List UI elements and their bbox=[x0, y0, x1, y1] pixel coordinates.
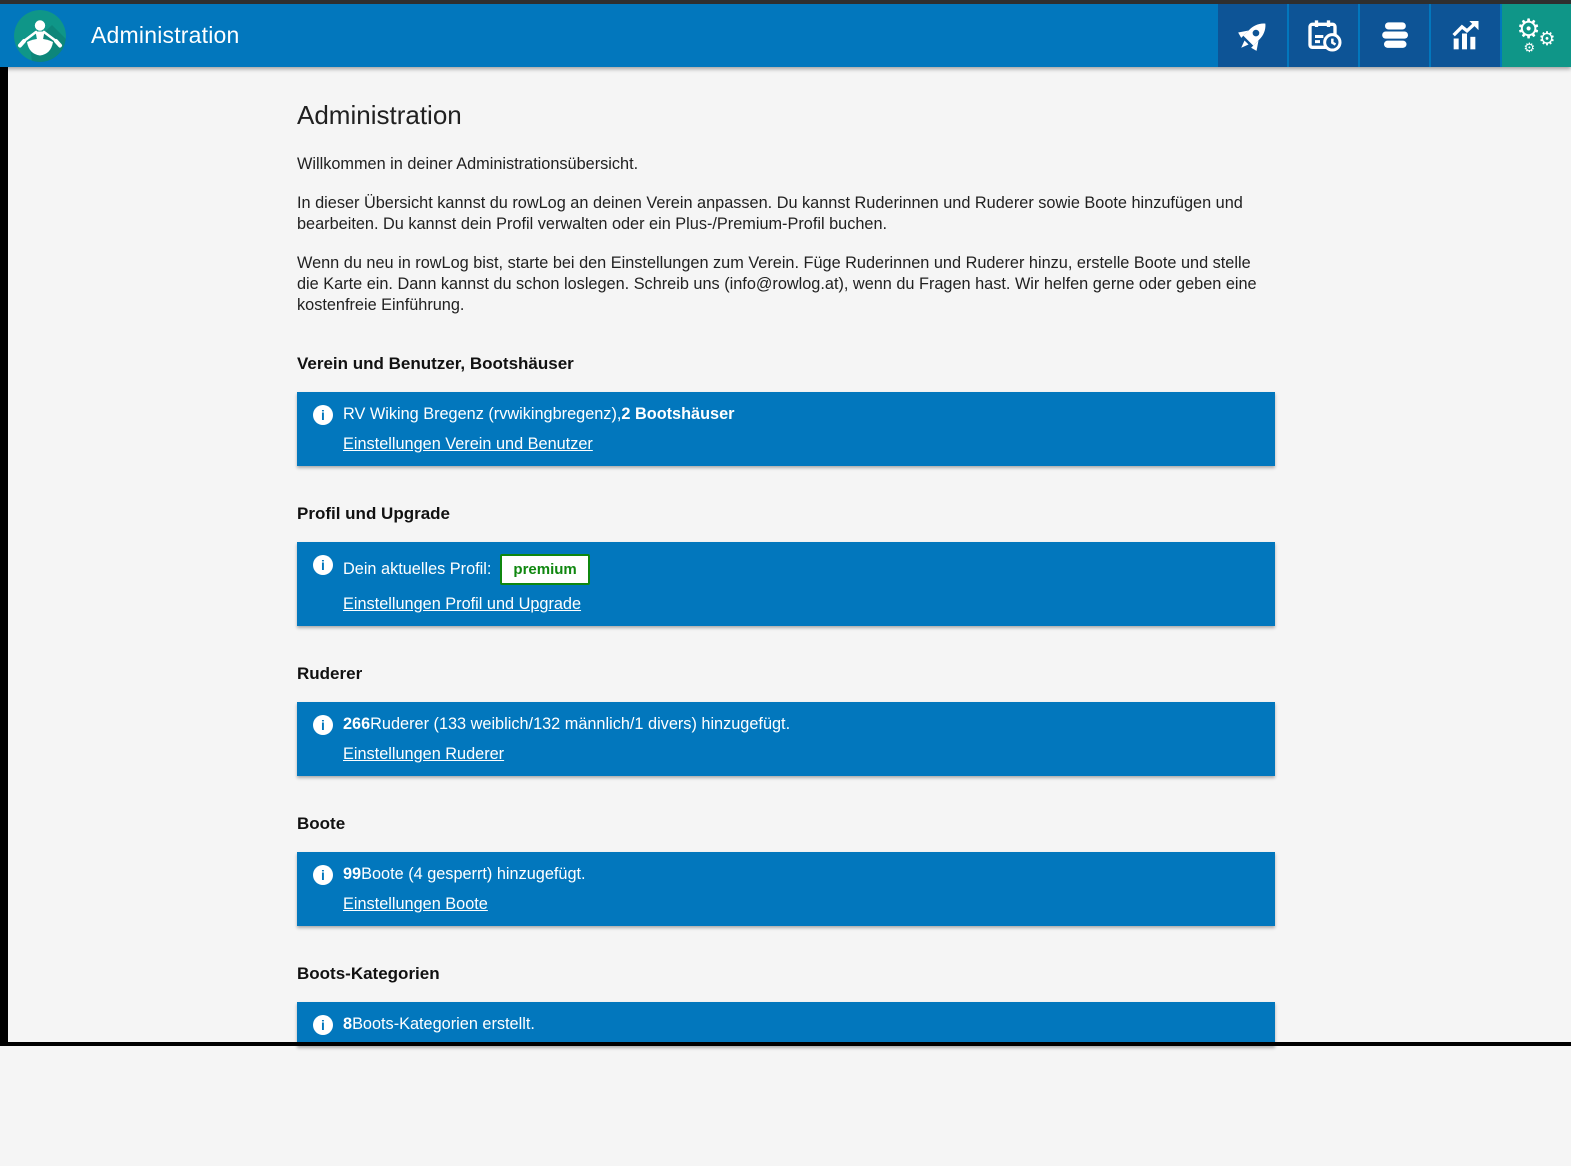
card-status-text: 266 Ruderer (133 weiblich/132 männlich/1 divers) hinzugefügt. bbox=[343, 715, 791, 733]
info-icon: i bbox=[313, 405, 333, 425]
screen-edge-left bbox=[0, 67, 8, 1046]
section-heading: Profil und Upgrade bbox=[297, 504, 450, 523]
logbook-icon bbox=[1375, 16, 1415, 56]
admin-section bbox=[297, 354, 1275, 466]
card-status-text: 99 Boote (4 gesperrt) hinzugefügt. bbox=[343, 865, 586, 883]
section-heading: Boote bbox=[297, 814, 346, 833]
page-title: Administration bbox=[297, 100, 462, 130]
info-icon: i bbox=[313, 715, 333, 735]
info-card bbox=[297, 702, 1275, 776]
gears-icon: ⚙ ⚙ ⚙ bbox=[1516, 13, 1556, 56]
intro-paragraph: In dieser Übersicht kannst du rowLog an deinen Verein anpassen. Du kannst Ruderinnen und Ruderer sowie Boote hinzufügen und bearbeiten. Du kannst dein Profil verwalten oder ein Plus-/Premium-Profil buchen. bbox=[297, 194, 1243, 233]
section-heading: Boots-Kategorien bbox=[297, 964, 440, 983]
info-icon: i bbox=[313, 865, 333, 885]
statistics-nav-button[interactable] bbox=[1431, 4, 1500, 67]
admin-section bbox=[297, 814, 1275, 926]
settings-link[interactable]: Einstellungen Boote bbox=[343, 895, 488, 913]
admin-overview bbox=[297, 67, 1275, 1166]
info-card bbox=[297, 542, 1275, 626]
admin-section bbox=[297, 664, 1275, 776]
card-status-text: 8 Boots-Kategorien erstellt. bbox=[343, 1015, 535, 1033]
profile-badge: premium bbox=[500, 554, 589, 585]
info-card bbox=[297, 1002, 1275, 1046]
logbook-nav-button[interactable] bbox=[1360, 4, 1429, 67]
info-icon: i bbox=[313, 1015, 333, 1035]
card-status-text: RV Wiking Bregenz (rvwikingbregenz), 2 Bootshäuser bbox=[343, 405, 735, 423]
intro-paragraph: Willkommen in deiner Administrationsübersicht. bbox=[297, 155, 639, 173]
admin-section bbox=[297, 504, 1275, 626]
statistics-icon bbox=[1446, 16, 1486, 56]
section-heading: Verein und Benutzer, Bootshäuser bbox=[297, 354, 574, 373]
admin-section bbox=[297, 964, 1275, 1046]
screen-edge-bottom bbox=[0, 1042, 1571, 1046]
calendar-clock-icon bbox=[1304, 16, 1344, 56]
rocket-icon bbox=[1233, 16, 1273, 56]
calendar-nav-button[interactable] bbox=[1289, 4, 1358, 67]
section-heading: Ruderer bbox=[297, 664, 363, 683]
settings-link[interactable]: Einstellungen Ruderer bbox=[343, 745, 505, 763]
info-card bbox=[297, 392, 1275, 466]
rowlog-logo[interactable] bbox=[14, 10, 66, 62]
rocket-nav-button[interactable] bbox=[1218, 4, 1287, 67]
info-icon: i bbox=[313, 555, 333, 575]
app-header bbox=[0, 0, 1571, 67]
app-bar-title: Administration bbox=[91, 22, 240, 48]
admin-gears-nav-button[interactable] bbox=[1502, 4, 1571, 67]
rower-icon bbox=[14, 10, 66, 62]
intro-paragraph: Wenn du neu in rowLog bist, starte bei den Einstellungen zum Verein. Füge Ruderinnen und Ruderer hinzu, erstelle Boote und stelle die Karte ein. Dann kannst du schon loslegen. Schreib uns (info@rowlog.at), wenn du Fragen hast. Wir helfen gerne oder geben eine kostenfreie Einführung. bbox=[297, 254, 1257, 314]
info-card bbox=[297, 852, 1275, 926]
card-status-text: Dein aktuelles Profil: premium bbox=[343, 554, 1251, 585]
settings-link[interactable]: Einstellungen Profil und Upgrade bbox=[343, 595, 582, 613]
header-nav bbox=[1218, 4, 1571, 67]
settings-link[interactable]: Einstellungen Verein und Benutzer bbox=[343, 435, 593, 453]
